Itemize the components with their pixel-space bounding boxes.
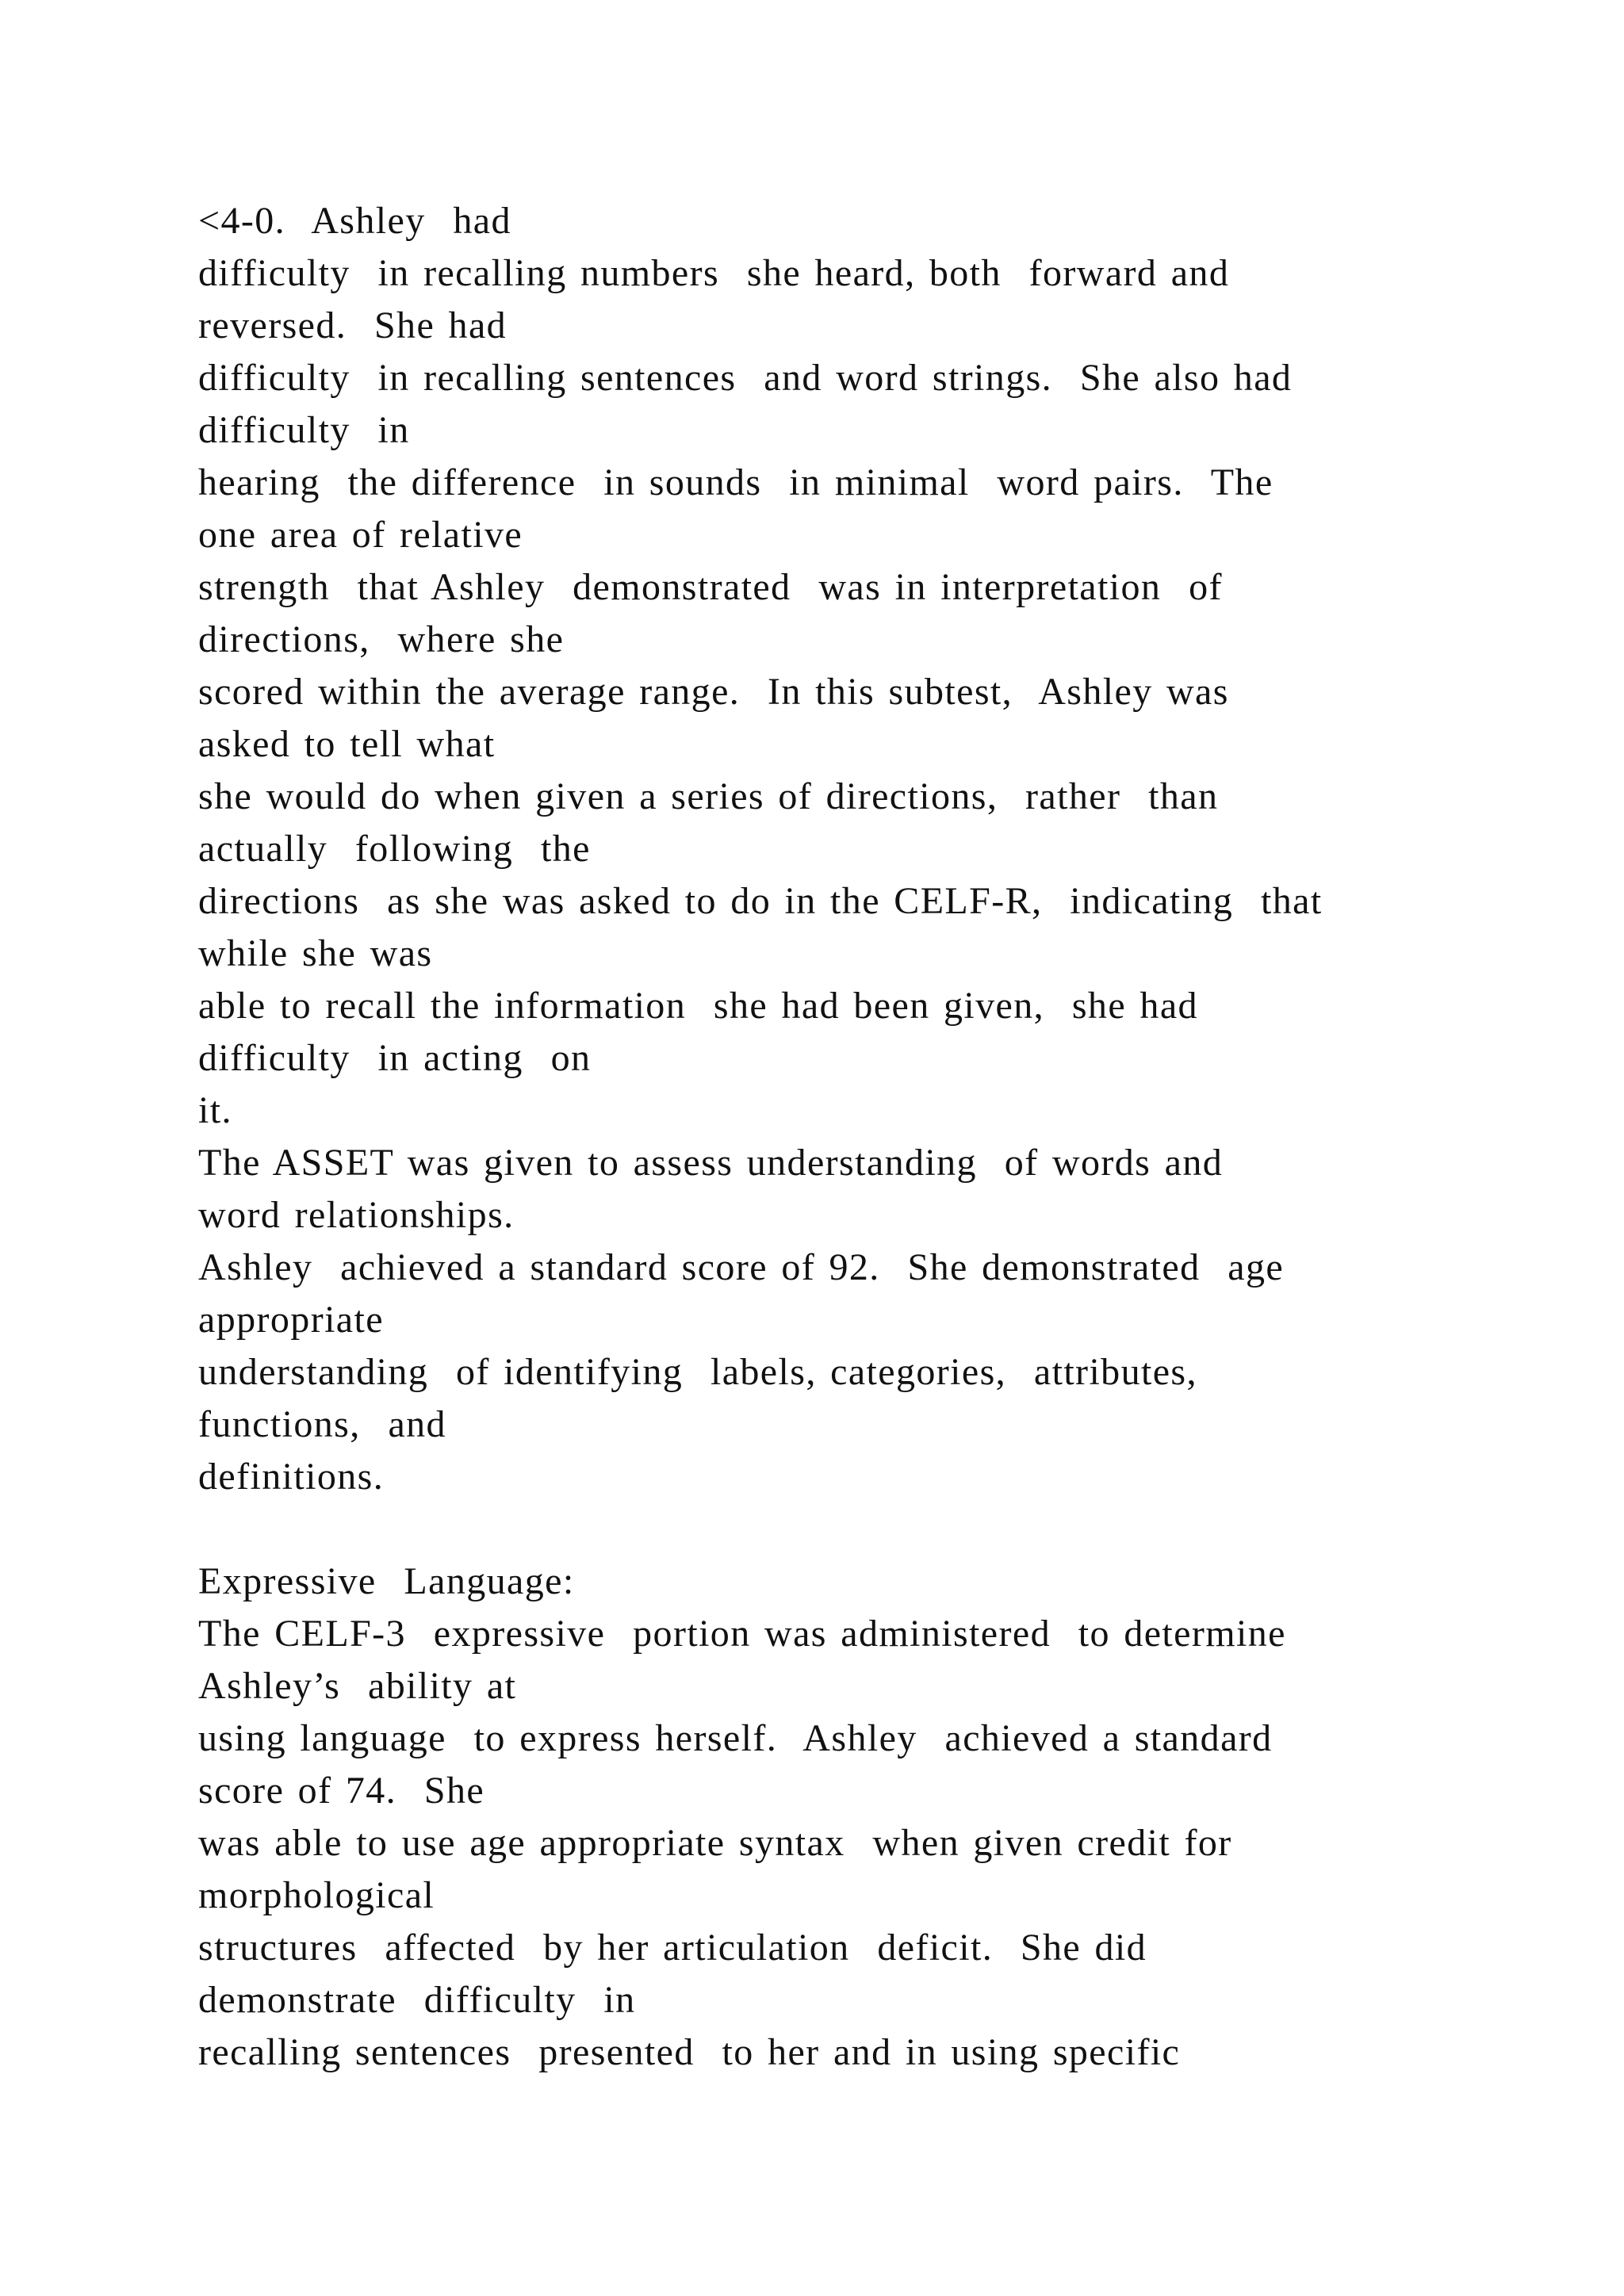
- text-line: directions as she was asked to do in the CELF-R, indicating that: [198, 880, 1323, 922]
- text-line: able to recall the information she had been given, she had: [198, 985, 1198, 1027]
- text-line: Ashley’s ability at: [198, 1665, 517, 1707]
- text-line: using language to express herself. Ashley achieved a standard: [198, 1717, 1273, 1759]
- text-line: reversed. She had: [198, 304, 508, 346]
- blank-line: [198, 1503, 1546, 1556]
- text-line: recalling sentences presented to her and in using specific: [198, 2031, 1181, 2073]
- text-line: asked to tell what: [198, 723, 496, 765]
- text-line: actually following the: [198, 828, 591, 870]
- text-line: word relationships.: [198, 1194, 515, 1236]
- text-line: structures affected by her articulation deficit. She did: [198, 1927, 1147, 1969]
- text-line: strength that Ashley demonstrated was in interpretation of: [198, 566, 1223, 608]
- text-line: morphological: [198, 1874, 435, 1916]
- text-line: one area of relative: [198, 514, 523, 556]
- text-line: <4-0. Ashley had: [198, 200, 511, 242]
- text-line: understanding of identifying labels, categories, attributes,: [198, 1351, 1197, 1393]
- text-line: scored within the average range. In this subtest, Ashley was: [198, 671, 1229, 713]
- text-line: difficulty in recalling numbers she heard, both forward and: [198, 252, 1230, 294]
- document-body: [198, 195, 1546, 2079]
- text-line: difficulty in acting on: [198, 1037, 592, 1079]
- text-line: difficulty in recalling sentences and word strings. She also had: [198, 357, 1293, 399]
- text-line: score of 74. She: [198, 1770, 485, 1812]
- text-line: hearing the difference in sounds in minimal word pairs. The: [198, 461, 1274, 503]
- section-heading: Expressive Language:: [198, 1560, 575, 1602]
- text-line: appropriate: [198, 1299, 384, 1341]
- text-line: difficulty in: [198, 409, 410, 451]
- text-line: it.: [198, 1089, 232, 1131]
- text-line: definitions.: [198, 1456, 385, 1498]
- text-line: The CELF-3 expressive portion was administered to determine: [198, 1613, 1286, 1655]
- text-line: directions, where she: [198, 618, 565, 660]
- text-line: Ashley achieved a standard score of 92. She demonstrated age: [198, 1246, 1285, 1288]
- text-line: she would do when given a series of directions, rather than: [198, 775, 1219, 817]
- text-line: was able to use age appropriate syntax when given credit for: [198, 1822, 1232, 1864]
- text-line: while she was: [198, 932, 433, 974]
- text-line: The ASSET was given to assess understanding of words and: [198, 1142, 1224, 1184]
- text-line: functions, and: [198, 1403, 446, 1445]
- text-line: demonstrate difficulty in: [198, 1979, 636, 2021]
